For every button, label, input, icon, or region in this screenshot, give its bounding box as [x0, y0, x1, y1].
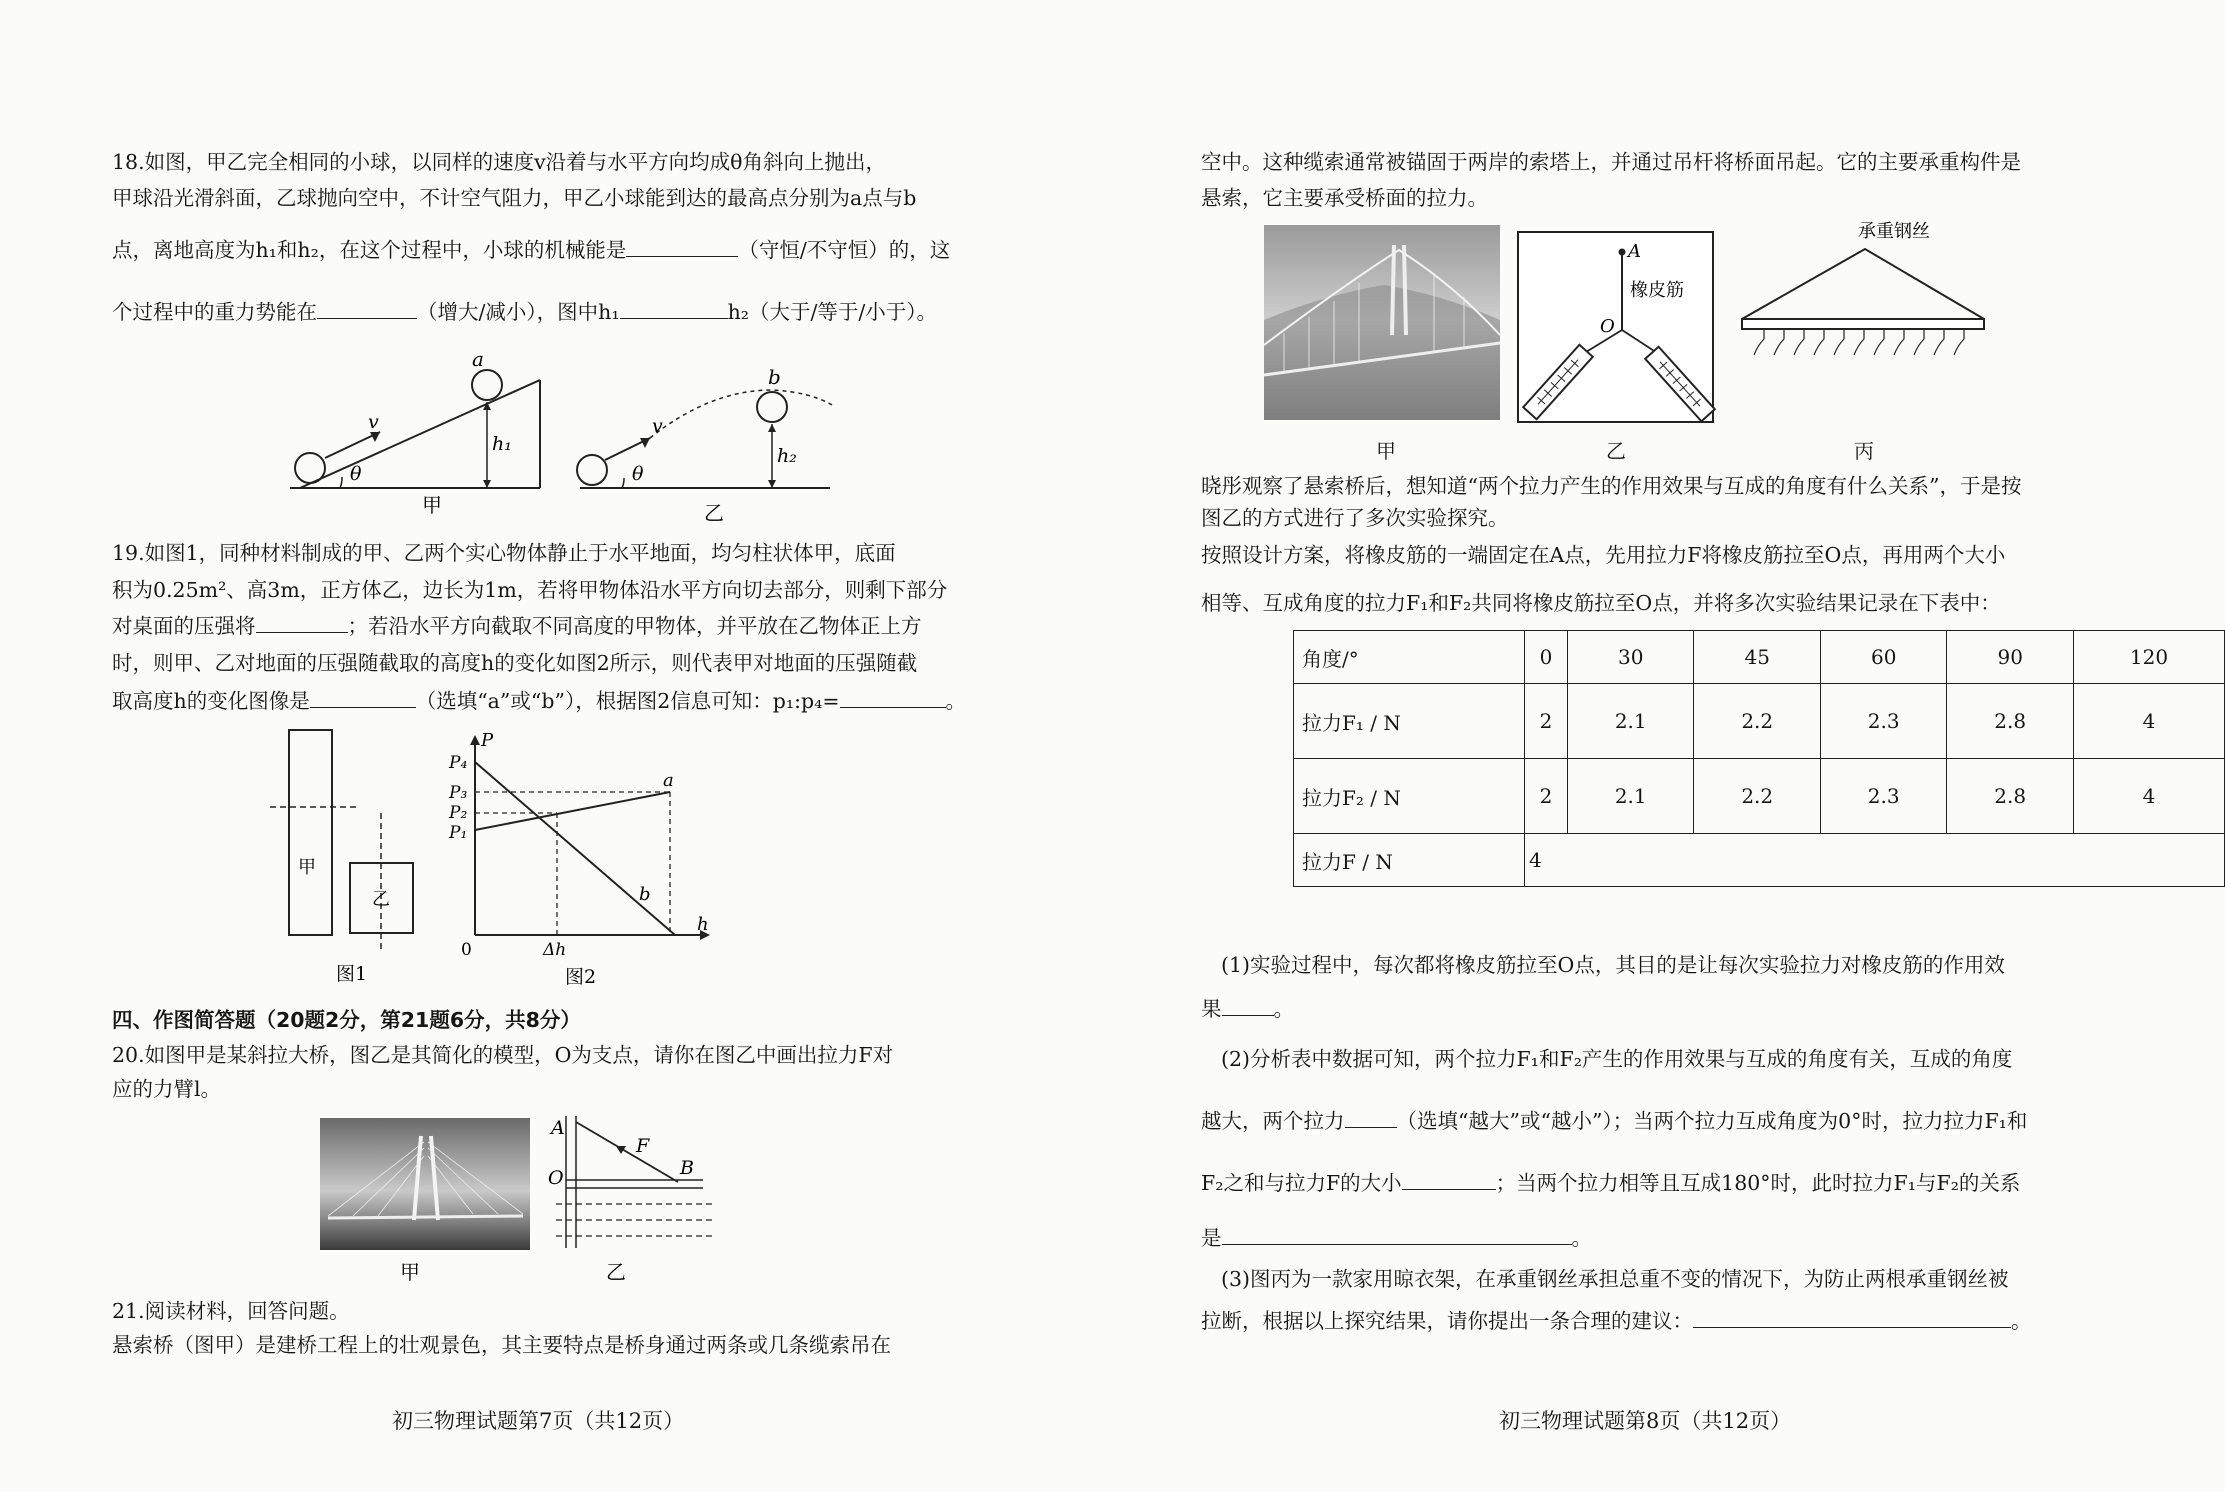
footer-page-8: 初三物理试题第8页（共12页）	[1499, 1409, 1792, 1433]
setup-A-label: A	[1628, 241, 1641, 262]
table-header-cell: 45	[1694, 631, 1820, 684]
q18-blank-3[interactable]	[620, 296, 728, 319]
fig2-P1: P₁	[449, 823, 468, 843]
q21-intro-line-1: 空中。这种缆索通常被锚固于两岸的索塔上，并通过吊杆将桥面吊起。它的主要承重构件是	[1201, 150, 2021, 174]
q18-figure	[280, 347, 840, 525]
q20-line-2: 应的力臂l。	[112, 1077, 222, 1101]
setup-rubber-label: 橡皮筋	[1630, 280, 1684, 301]
q19-blank-1[interactable]	[256, 610, 348, 633]
section-4-heading: 四、作图简答题（20题2分，第21题6分，共8分）	[112, 1008, 581, 1032]
fig1-jia-label: 甲	[298, 857, 316, 878]
q20-figure	[318, 1116, 718, 1286]
suspension-bridge-photo-figure	[1264, 225, 1504, 463]
table-header-cell: 120	[2073, 631, 2224, 684]
table-cell: 2.8	[1947, 684, 2073, 759]
q19-figure-1	[262, 725, 402, 985]
q18-blank-2[interactable]	[317, 296, 417, 319]
q18-a-label: a	[472, 347, 484, 371]
table-cell: 2.1	[1568, 684, 1694, 759]
fig2-line-a: a	[663, 770, 674, 791]
experiment-table	[1293, 630, 2225, 887]
fig1-caption: 图1	[336, 963, 368, 985]
table-cell: 4	[2073, 684, 2224, 759]
sub-q2-line-4: 是 。	[1201, 1222, 1592, 1253]
q20-A-label: A	[551, 1117, 565, 1139]
sub-q2-line-2: 越大，两个拉力 （选填“越大”或“越小”）；当两个拉力互成角度为0°时，拉力拉力F₁和	[1201, 1105, 2027, 1136]
table-row-label: 拉力F₂ / N	[1294, 759, 1525, 834]
q19-blank-2[interactable]	[310, 685, 416, 708]
q20-line-1: 20.如图甲是某斜拉大桥，图乙是其简化的模型，O为支点，请你在图乙中画出拉力F对	[112, 1043, 894, 1067]
fig2-P4: P₄	[449, 753, 468, 773]
table-cell: 4	[2073, 759, 2224, 834]
table-row-label: 拉力F₁ / N	[1294, 684, 1525, 759]
fig2-dh: Δh	[543, 940, 567, 960]
right-yi-caption: 乙	[1606, 439, 1626, 463]
left-page	[0, 0, 1081, 1492]
sub-q2-line-3: F₂之和与拉力F的大小 ；当两个拉力相等且互成180°时，此时拉力F₁与F₂的关系	[1201, 1167, 2020, 1198]
exp-para-line-2: 图乙的方式进行了多次实验探究。	[1201, 506, 1509, 530]
q19-line-5: 取高度h的变化图像是 （选填“a”或“b”），根据图2信息可知：p₁:p₄= 。	[112, 685, 966, 716]
q18-blank-1[interactable]	[626, 234, 738, 257]
rubber-band-setup-figure	[1518, 232, 1718, 463]
exp-para-line-1: 晓彤观察了悬索桥后，想知道“两个拉力产生的作用效果与互成的角度有什么关系”，于是按	[1201, 474, 2022, 498]
q18-theta-label-a: θ	[350, 463, 362, 485]
cable-bridge-photo	[320, 1118, 530, 1250]
sub-q2-line-1: (2)分析表中数据可知，两个拉力F₁和F₂产生的作用效果与互成的角度有关，互成的角度	[1221, 1047, 2013, 1071]
table-header-label: 角度/°	[1294, 631, 1525, 684]
fig2-h-axis: h	[697, 914, 709, 935]
q18-v-label-a: v	[368, 411, 379, 433]
fig2-line-b: b	[639, 884, 651, 905]
rack-wire-label: 承重钢丝	[1858, 221, 1930, 242]
table-row-F1	[1294, 684, 2225, 759]
sub-q1-line-2: 果 。	[1201, 993, 1294, 1024]
table-cell: 2.8	[1947, 759, 2073, 834]
q18-line-4: 个过程中的重力势能在 （增大/减小），图中h₁ h₂（大于/等于/小于）。	[112, 296, 937, 327]
fig2-P2: P₂	[449, 803, 468, 823]
right-jia-caption: 甲	[1376, 439, 1396, 463]
setup-O-label: O	[1600, 316, 1615, 337]
right-bing-caption: 丙	[1854, 439, 1874, 463]
exp-para-line-4: 相等、互成角度的拉力F₁和F₂共同将橡皮筋拉至O点，并将多次实验结果记录在下表中：	[1201, 591, 2001, 615]
q18-v-label-b: v	[652, 415, 663, 437]
table-header-cell: 90	[1947, 631, 2073, 684]
fig2-P3: P₃	[449, 783, 468, 803]
table-cell: 2.1	[1568, 759, 1694, 834]
q19-line-4: 时，则甲、乙对地面的压强随截取的高度h的变化如图2所示，则代表甲对地面的压强随截	[112, 651, 918, 675]
q19-line-1: 19.如图1，同种材料制成的甲、乙两个实心物体静止于水平地面，均匀柱状体甲，底面	[112, 541, 896, 565]
q20-F-label: F	[636, 1135, 650, 1157]
q18-yi-caption: 乙	[704, 501, 724, 525]
table-row-F	[1294, 834, 2225, 887]
clothes-rack-figure	[1734, 215, 1994, 463]
exp-para-line-3: 按照设计方案，将橡皮筋的一端固定在A点，先用拉力F将橡皮筋拉至O点，再用两个大小	[1201, 543, 2006, 567]
fig1-yi-label: 乙	[372, 889, 390, 910]
q21-line-1: 21.阅读材料，回答问题。	[112, 1299, 350, 1323]
q19-line-3: 对桌面的压强将 ；若沿水平方向截取不同高度的甲物体，并平放在乙物体正上方	[112, 610, 922, 641]
table-cell: 2	[1525, 759, 1568, 834]
q21-intro-line-2: 悬索，它主要承受桥面的拉力。	[1201, 186, 1488, 210]
q20-B-label: B	[680, 1157, 694, 1179]
q21-line-2: 悬索桥（图甲）是建桥工程上的壮观景色，其主要特点是桥身通过两条或几条缆索吊在	[112, 1333, 891, 1357]
table-header-row	[1294, 631, 2225, 684]
table-cell: 4	[1525, 834, 2225, 887]
fig2-origin: 0	[461, 940, 472, 960]
table-row-F2	[1294, 759, 2225, 834]
q20-O-label: O	[548, 1167, 564, 1189]
fig2-P-axis: P	[481, 730, 494, 751]
q19-figure-2	[445, 730, 715, 990]
q18-theta-label-b: θ	[632, 463, 644, 485]
q18-line-2: 甲球沿光滑斜面，乙球抛向空中，不计空气阻力，甲乙小球能到达的最高点分别为a点与b	[112, 186, 917, 210]
q20-jia-caption: 甲	[400, 1260, 420, 1284]
sub-q3-line-1: (3)图丙为一款家用晾衣架，在承重钢丝承担总重不变的情况下，为防止两根承重钢丝被	[1221, 1267, 2009, 1291]
table-cell: 2.2	[1694, 759, 1820, 834]
fig2-caption: 图2	[565, 966, 597, 988]
q18-line-3: 点，离地高度为h₁和h₂，在这个过程中，小球的机械能是 （守恒/不守恒）的，这	[112, 234, 950, 265]
table-cell: 2.3	[1820, 684, 1946, 759]
table-cell: 2	[1525, 684, 1568, 759]
table-cell: 2.3	[1820, 759, 1946, 834]
table-header-cell: 30	[1568, 631, 1694, 684]
q19-line-2: 积为0.25m²、高3m，正方体乙，边长为1m，若将甲物体沿水平方向切去部分，则剩下部分	[112, 578, 948, 602]
table-cell: 2.2	[1694, 684, 1820, 759]
q18-b-label: b	[768, 365, 781, 389]
q18-line-1: 18.如图，甲乙完全相同的小球，以同样的速度v沿着与水平方向均成θ角斜向上抛出，	[112, 150, 887, 174]
footer-page-7: 初三物理试题第7页（共12页）	[392, 1409, 685, 1433]
q18-h1-label: h₁	[492, 433, 512, 455]
table-header-cell: 0	[1525, 631, 1568, 684]
sub-q3-line-2: 拉断，根据以上探究结果，请你提出一条合理的建议： 。	[1201, 1305, 2032, 1336]
q19-blank-3[interactable]	[840, 685, 946, 708]
sub-q1-line-1: (1)实验过程中，每次都将橡皮筋拉至O点，其目的是让每次实验拉力对橡皮筋的作用效	[1221, 953, 2005, 977]
q18-h2-label: h₂	[777, 445, 797, 467]
q20-yi-caption: 乙	[606, 1260, 626, 1284]
table-row-label: 拉力F / N	[1294, 834, 1525, 887]
q18-jia-caption: 甲	[422, 493, 442, 517]
table-header-cell: 60	[1820, 631, 1946, 684]
